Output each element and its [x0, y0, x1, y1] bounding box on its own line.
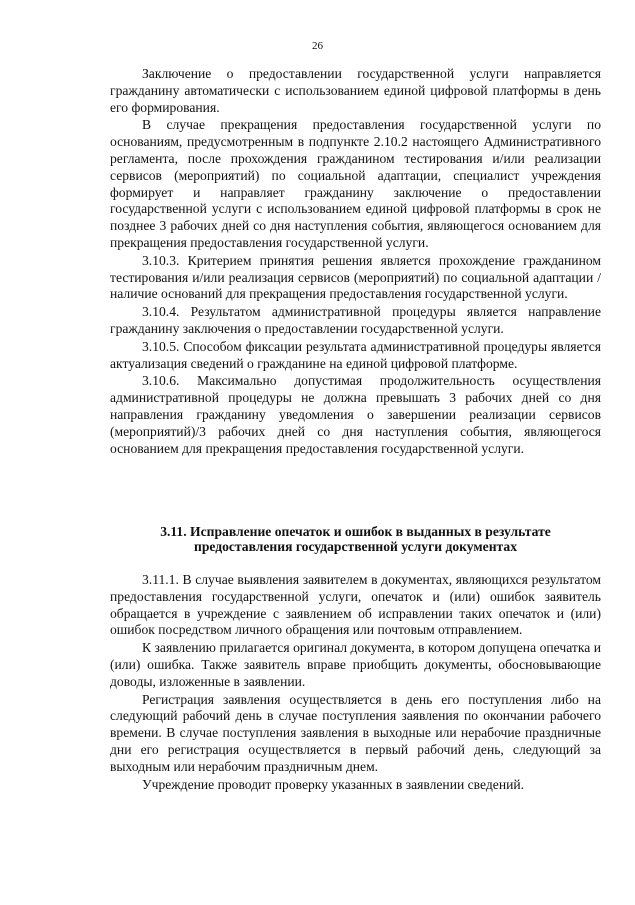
paragraph: 3.10.6. Максимально допустимая продолжительность осуществления административной процедуры не должна превышать 3 рабочих дней со дня направления гражданину уведомления о завершении реализации сервисов (мероприятий)/3 рабочих дней со дня наступления события, являющегося основанием для прекращения предоставления государственной услуги. [110, 373, 601, 456]
heading-line: предоставления государственной услуги документах [193, 539, 517, 554]
section-3-11-text [110, 572, 601, 793]
paragraph: 3.10.4. Результатом административной процедуры является направление гражданину заключения о предоставлении государственной услуги. [110, 304, 601, 336]
section-3-10-text [110, 66, 601, 457]
paragraph: В случае прекращения предоставления государственной услуги по основаниям, предусмотренным в подпункте 2.10.2 настоящего Административного регламента, после прохождения гражданином тестирования и/или реализации сервисов (мероприятий) по социальной адаптации, специалист учреждения формирует и направляет гражданину заключение о предоставлении государственной услуги с использованием единой цифровой платформы в срок не позднее 3 рабочих дней со дня наступления события, являющегося основанием для прекращения предоставления государственной услуги. [110, 117, 601, 250]
section-3-11-heading [110, 524, 601, 554]
paragraph: Регистрация заявления осуществляется в день его поступления либо на следующий рабочий день в случае поступления заявления по окончании рабочего времени. В случае поступления заявления в выходные или нерабочие праздничные дни его регистрация осуществляется в первый рабочий день, следующий за выходным или нерабочим праздничным днем. [110, 691, 601, 774]
paragraph: К заявлению прилагается оригинал документа, в котором допущена опечатка и (или) ошибка. Также заявитель вправе приобщить документы, обосновывающие доводы, изложенные в заявлении. [110, 640, 601, 689]
paragraph: Учреждение проводит проверку указанных в заявлении сведений. [142, 776, 525, 792]
heading-line: 3.11. Исправление опечаток и ошибок в выданных в результате [160, 524, 551, 539]
paragraph: Заключение о предоставлении государственной услуги направляется гражданину автоматически с использованием единой цифровой платформы в день его формирования. [110, 66, 601, 115]
paragraph: 3.11.1. В случае выявления заявителем в документах, являющихся результатом предоставления государственной услуги, опечаток и (или) ошибок заявитель обращается в учреждение с заявлением об исправлении таких опечаток и (или) ошибок посредством личного обращения или почтовым отправлением. [110, 572, 601, 638]
paragraph: 3.10.5. Способом фиксации результата административной процедуры является актуализация сведений о гражданине на единой цифровой платформе. [110, 338, 601, 371]
page-number: 26 [312, 40, 323, 52]
paragraph: 3.10.3. Критерием принятия решения является прохождение гражданином тестирования и/или реализация сервисов (мероприятий) по социальной адаптации /наличие оснований для прекращения предоставления государственной услуги. [110, 252, 601, 302]
